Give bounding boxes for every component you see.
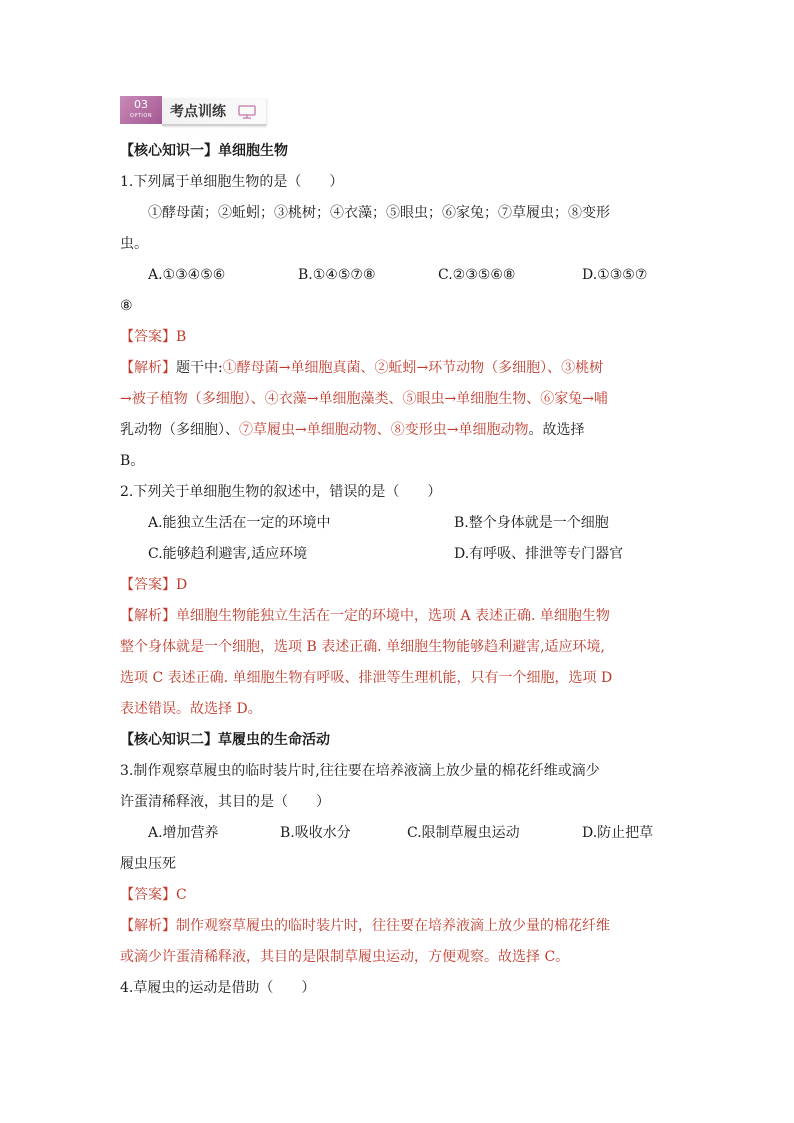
section-banner	[120, 96, 270, 126]
q1-stem: 1.下列属于单细胞生物的是（ ）	[120, 174, 344, 190]
document-page	[120, 96, 680, 1004]
q1-options	[120, 260, 680, 291]
section-heading-1: 【核心知识一】单细胞生物	[120, 143, 288, 159]
q2-analysis-line3: 选项 C 表述正确. 单细胞生物有呼吸、排泄等生理机能，只有一个细胞，选项 D	[120, 670, 613, 686]
q1-items-line2: 虫。	[120, 236, 148, 252]
q2-option-d: D.有呼吸、排泄等专门器官	[454, 546, 624, 562]
q3-answer	[120, 880, 680, 911]
answer-value: D	[176, 577, 188, 593]
analysis-text: 单细胞生物能独立生活在一定的环境中，选项 A 表述正确. 单细胞生物	[176, 608, 610, 624]
q4-stem: 4.草履虫的运动是借助（ ）	[120, 980, 316, 996]
banner-option: OPTION	[129, 113, 153, 119]
q2-option-c: C.能够趋利避害,适应环境	[148, 546, 308, 562]
monitor-icon	[238, 104, 256, 123]
q1-analysis-line1	[120, 353, 680, 384]
q2-stem: 2.下列关于单细胞生物的叙述中，错误的是（ ）	[120, 484, 442, 500]
q3-option-d: D.防止把草	[582, 825, 654, 841]
q1-analysis-line3	[120, 415, 680, 446]
analysis-text: 乳动物（多细胞）、	[120, 422, 239, 438]
q3-options	[120, 818, 680, 849]
q1-options-wrap: ⑧	[120, 298, 133, 314]
answer-tag: 【答案】	[120, 329, 176, 345]
q1-analysis-line2: →被子植物（多细胞）、④衣藻→单细胞藻类、⑤眼虫→单细胞生物、⑥家兔→哺	[120, 391, 608, 407]
q2-option-a: A.能独立生活在一定的环境中	[148, 515, 331, 531]
banner-number-tag	[120, 96, 162, 124]
answer-tag: 【答案】	[120, 577, 176, 593]
banner-number: 03	[134, 98, 148, 111]
section-heading-2: 【核心知识二】草履虫的生命活动	[120, 732, 330, 748]
analysis-text: 题干中:	[176, 360, 223, 376]
analysis-tag: 【解析】	[120, 360, 176, 376]
q3-option-b: B.吸收水分	[280, 825, 351, 841]
answer-value: C	[176, 887, 187, 903]
q1-analysis-line4: B。	[120, 453, 145, 469]
analysis-text: 。故选择	[528, 422, 585, 438]
q3-option-a: A.增加营养	[148, 825, 219, 841]
analysis-text: ①酵母菌→单细胞真菌、②蚯蚓→环节动物（多细胞）、③桃树	[222, 360, 604, 376]
q1-items-line1: ①酵母菌；②蚯蚓；③桃树；④衣藻；⑤眼虫；⑥家兔；⑦草履虫；⑧变形	[148, 205, 610, 221]
q1-option-b: B.①④⑤⑦⑧	[298, 267, 376, 283]
q2-answer	[120, 570, 680, 601]
q2-option-b: B.整个身体就是一个细胞	[454, 515, 609, 531]
analysis-tag: 【解析】	[120, 608, 176, 624]
q3-analysis-line1	[120, 911, 680, 942]
q3-stem-line2: 许蛋清稀释液，其目的是（ ）	[120, 794, 330, 810]
analysis-tag: 【解析】	[120, 918, 176, 934]
analysis-text: ⑦草履虫→单细胞动物、⑧变形虫→单细胞动物	[239, 422, 529, 438]
q2-analysis-line2: 整个身体就是一个细胞，选项 B 表述正确. 单细胞生物能够趋利避害,适应环境,	[120, 639, 605, 655]
q3-stem-line1: 3.制作观察草履虫的临时装片时,往往要在培养液滴上放少量的棉花纤维或滴少	[120, 763, 600, 779]
answer-value: B	[176, 329, 187, 345]
q3-option-c: C.限制草履虫运动	[407, 825, 520, 841]
banner-label: 考点训练	[170, 104, 226, 120]
q2-analysis-line4: 表述错误。故选择 D。	[120, 701, 262, 717]
q3-options-wrap: 履虫压死	[120, 856, 176, 872]
q1-option-d: D.①③⑤⑦	[582, 267, 648, 283]
answer-tag: 【答案】	[120, 887, 176, 903]
q1-option-a: A.①③④⑤⑥	[148, 267, 226, 283]
q2-analysis-line1	[120, 601, 680, 632]
q1-option-c: C.②③⑤⑥⑧	[438, 267, 516, 283]
q2-options-row2	[120, 539, 680, 570]
analysis-text: 制作观察草履虫的临时装片时，往往要在培养液滴上放少量的棉花纤维	[176, 918, 610, 934]
q3-analysis-line2: 或滴少许蛋清稀释液，其目的是限制草履虫运动，方便观察。故选择 C。	[120, 949, 570, 965]
q2-options-row1	[120, 508, 680, 539]
q1-answer	[120, 322, 680, 353]
banner-bar	[162, 98, 266, 126]
